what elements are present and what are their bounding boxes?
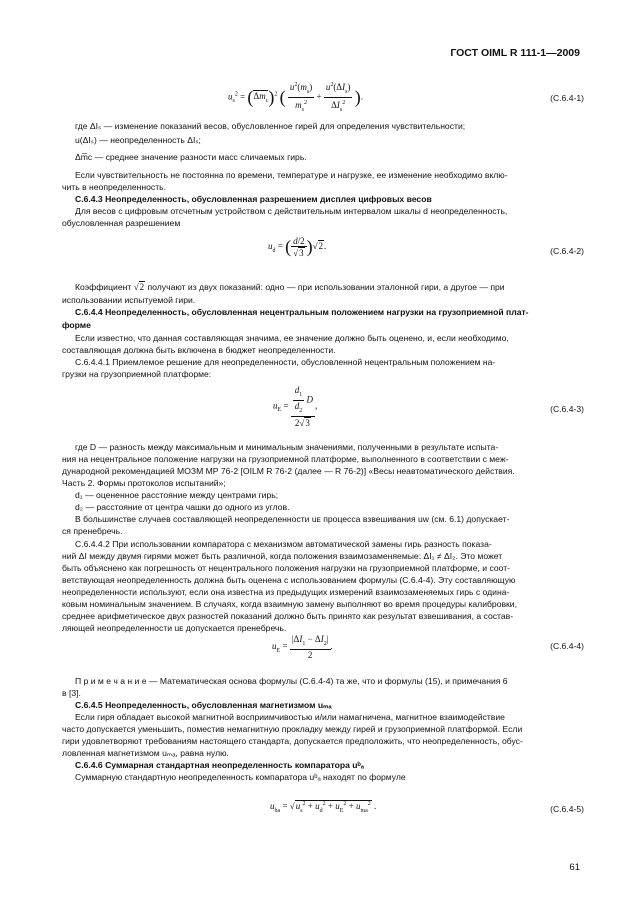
text-line: грузки на грузоприемной платформе: [62, 369, 212, 379]
text-line: Для весов с цифровым отсчетным устройством с действительным интервалом шкалы d неопределенность, [75, 206, 508, 216]
section-heading: С.6.4.3 Неопределенность, обусловленная разрешением дисплея цифровых весов [75, 194, 432, 204]
text-line: ляющей неопределенности uᴇ допускается пренебречь. [62, 623, 287, 633]
text-line: С.6.4.4.1 Приемлемое решение для неопределенности, обусловленной нецентральным положением на- [75, 357, 496, 367]
text-line: ветствующая неопределенность должна быть оценена с использованием формулы (С.6.4-4). Эту составляющую [62, 575, 516, 585]
text-line: В большинстве случаев составляющей неопределенности uᴇ процесса взвешивания uᴡ (см. 6.1) допускает- [75, 514, 510, 524]
text-line: где ΔIₛ — изменение показаний весов, обусловленное гирей для определения чувствительности; [75, 121, 466, 131]
equation-number: (С.6.4-3) [550, 404, 584, 414]
text-line: Если гиря обладает высокой магнитной восприимчивостью и/или намагничена, магнитное взаимодействие [75, 712, 505, 722]
equation-c645: $u_{ba} = √u_s^2 + u_d^2 + u_E^2 + u_{ma}^2$ . [270, 801, 377, 814]
text-line: среднее арифметическое двух разностей показаний должно быть принято как результат взвешивания, а состав- [62, 611, 514, 621]
section-heading: С.6.4.4 Неопределенность, обусловленная нецентральным положением нагрузки на грузоприемной плат- [75, 307, 529, 317]
text-line: неопределенности используют, если она известна из предыдущих измерений взаимозаменяемых гирь с одина- [62, 587, 510, 597]
text-line: ловленная магнетизмом uₘₐ, равна нулю. [62, 748, 229, 758]
text-fragment: получают из двух показаний: одно — при использовании эталонной гири, а другое — при [147, 282, 505, 292]
equation-c642: $u_d$ = ( $\frac{d/2}{√3}$ )√2. [268, 236, 327, 258]
section-heading: С.6.4.6 Суммарная стандартная неопределенность компаратора uᵇₐ [75, 760, 365, 770]
text-line: ся пренебречь. [62, 526, 123, 536]
text-line: d₁ — оцененное расстояние между центрами гирь; [75, 490, 279, 500]
text-line: ний ΔI между двумя гирями может быть различной, когда положения взаимозаменяемые: ΔI₁ ≠ ΔI₂. Это может [62, 551, 503, 561]
equation-c643: $u_E$ = $\frac{d_1}{d_2}$ D 2√3 , [273, 385, 318, 428]
text-line: Если чувствительность не постоянна по времени, температуре и нагрузке, ее изменение необходимо вклю- [75, 170, 508, 180]
text-line: часто допускается уменьшить, поместив немагнитную прокладку между гирей и грузоприемной платформой. Если [62, 724, 523, 734]
text-fragment: Коэффициент [75, 282, 132, 292]
equation-number: (С.6.4-5) [550, 804, 584, 814]
text-line: где D — разность между максимальным и минимальным значениями, полученными в результате испыта- [75, 442, 499, 452]
equation-c641: $u_s^2 = (\Delta m_c)^2$ ( $\frac{u^2(m_s)}{m_s^2}$ + $\frac{u^2(\Delta I_s)}{\Delta I_s^2}$ ). [228, 82, 363, 113]
text-line: составляющая должна быть включена в бюджет неопределенности. [62, 345, 336, 355]
equation-number: (С.6.4-1) [550, 93, 584, 103]
text-line: ковым номинальным значением. В случаях, когда взаимную замену выполняют во время процедуры калибровки, [62, 599, 517, 609]
equation-number: (С.6.4-4) [550, 641, 584, 651]
section-heading: форме [62, 320, 91, 330]
text-line: быть объяснено как погрешность от нецентрального положения нагрузки на грузоприемной платформе, и соот- [62, 563, 511, 573]
text-line [75, 281, 585, 293]
text-line: использовании испытуемой гири. [62, 295, 196, 305]
text-line: обусловленная разрешением [62, 218, 181, 228]
sqrt-two: √2 [133, 282, 145, 292]
text-line: дународной рекомендацией МОЗМ МР 76-2 [OILM R 76-2 (далее — R 76-2)] «Весы неавтоматического действия. [62, 466, 515, 476]
note-text: в [3]. [62, 688, 81, 698]
note-text: П р и м е ч а н и е — Математическая основа формулы (С.6.4-4) та же, что и формулы (15), и примечания 6 [75, 676, 508, 686]
text-line: Часть 2. Формы протоколов испытаний»; [62, 478, 226, 488]
text-line: С.6.4.4.2 При использовании компаратора с механизмом автоматической замены гирь разность показа- [75, 539, 492, 549]
page-header: ГОСТ OIML R 111-1—2009 [450, 47, 580, 59]
page-number: 61 [569, 862, 580, 873]
equation-c644: $u_E$ = $\frac{|\Delta I_1 - \Delta I_2|}{2}$ . [272, 634, 333, 660]
text-line: ния на нецентральное положение нагрузки на грузоприемной платформе, выполненного в соответствии с меж- [62, 454, 509, 464]
section-heading: С.6.4.5 Неопределенность, обусловленная магнетизмом uₘₐ [75, 700, 332, 710]
text-line: чить в неопределенность. [62, 182, 167, 192]
text-line: гири удовлетворяют требованиям настоящего стандарта, допускается предположить, что неопределенность, обус- [62, 736, 523, 746]
text-line: Δm̅c — среднее значение разности масс сличаемых гирь. [75, 152, 307, 162]
equation-number: (С.6.4-2) [550, 246, 584, 256]
text-line: Если известно, что данная составляющая значима, ее значение должно быть оценено, и, если необходимо, [75, 333, 509, 343]
text-line: u(ΔIₛ) — неопределенность ΔIₛ; [75, 135, 201, 145]
text-line: Суммарную стандартную неопределенность компаратора uᵇₐ находят по формуле [75, 772, 406, 782]
text-line: d₂ — расстояние от центра чашки до одного из углов. [75, 502, 290, 512]
